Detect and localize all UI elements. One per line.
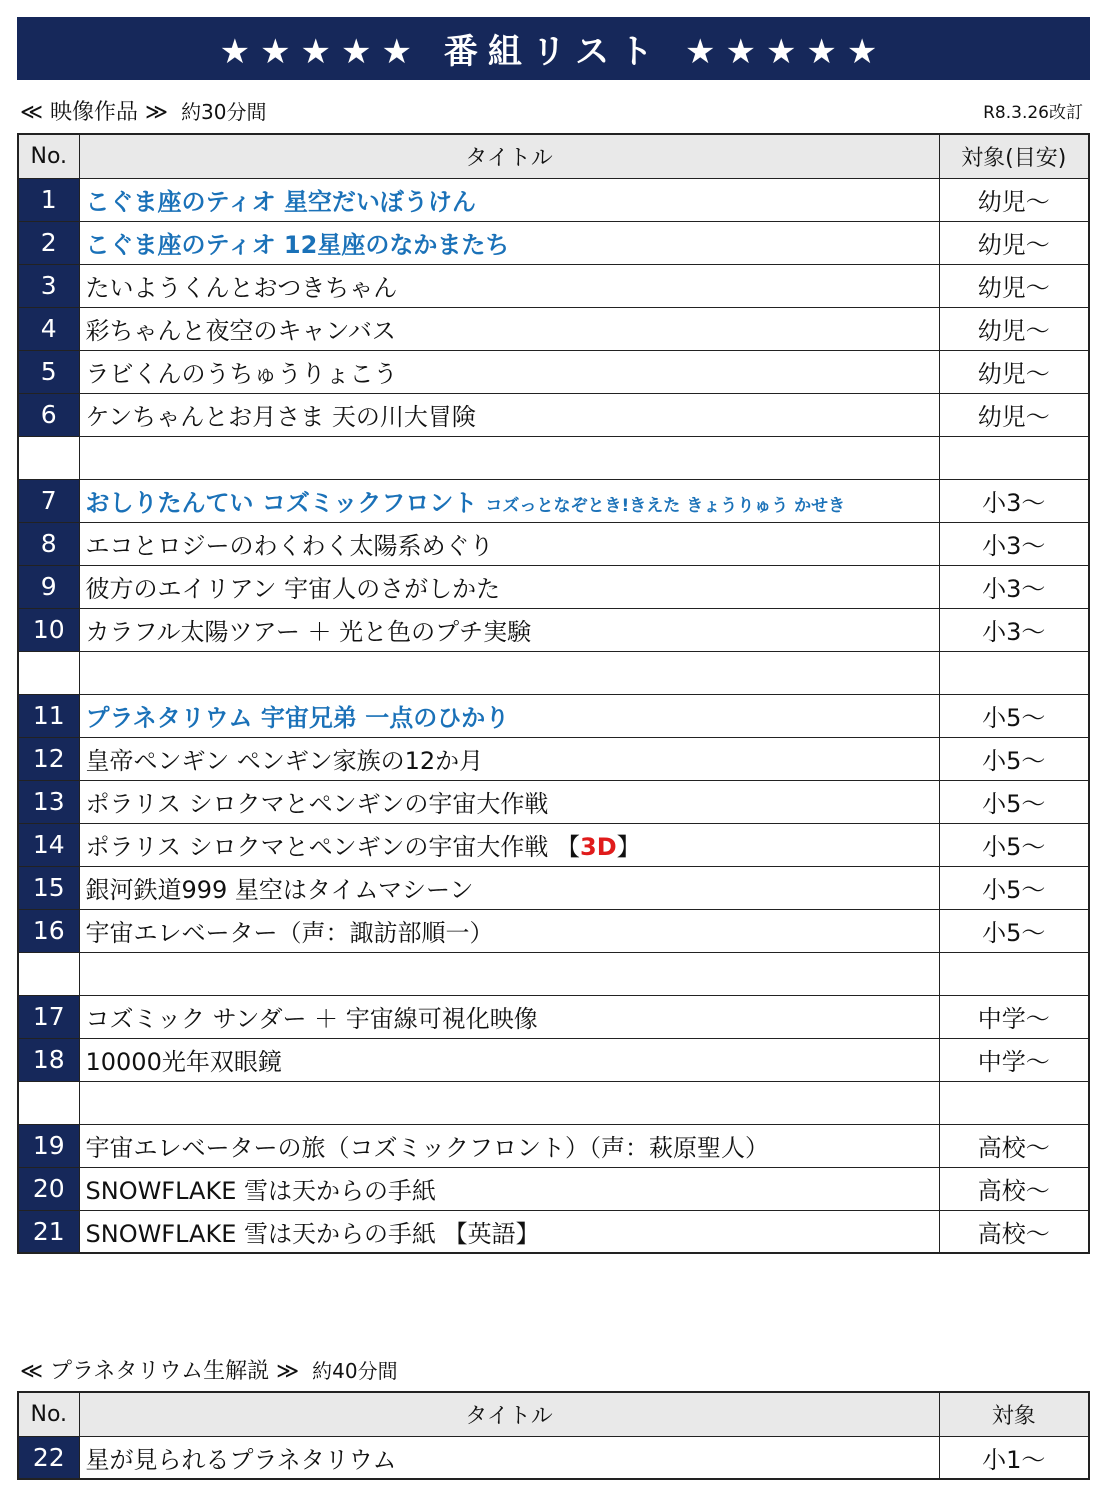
row-number: 5 xyxy=(18,350,79,393)
row-title xyxy=(79,1081,939,1124)
table-row xyxy=(18,866,1089,909)
table-row xyxy=(18,264,1089,307)
row-number: 3 xyxy=(18,264,79,307)
row-title xyxy=(79,393,939,436)
row-title xyxy=(79,737,939,780)
row-target xyxy=(939,651,1089,694)
table-header-row xyxy=(18,1392,1089,1436)
title-text: 星が見られるプラネタリウム xyxy=(85,1445,397,1474)
row-title xyxy=(79,565,939,608)
title-text: コズミック サンダー ＋ 宇宙線可視化映像 xyxy=(85,1005,538,1033)
row-number: 20 xyxy=(18,1167,79,1210)
row-number xyxy=(18,436,79,479)
table-row xyxy=(18,350,1089,393)
table-row xyxy=(18,1167,1089,1210)
title-text: SNOWFLAKE 雪は天からの手紙 xyxy=(85,1177,436,1205)
title-text: ラビくんのうちゅうりょこう xyxy=(85,360,398,388)
row-number: 14 xyxy=(18,823,79,866)
row-number xyxy=(18,651,79,694)
title-text: たいようくんとおつきちゃん xyxy=(85,274,398,302)
row-title xyxy=(79,952,939,995)
row-number: 1 xyxy=(18,178,79,221)
row-title xyxy=(79,1124,939,1167)
row-title xyxy=(79,264,939,307)
row-title xyxy=(79,780,939,823)
row-title xyxy=(79,178,939,221)
row-title xyxy=(79,436,939,479)
table-row xyxy=(18,522,1089,565)
table-row xyxy=(18,479,1089,522)
row-title xyxy=(79,608,939,651)
banner-title: ★★★★★ 番組リスト ★★★★★ xyxy=(17,17,1090,80)
blank-row xyxy=(18,952,1089,995)
blank-row xyxy=(18,1081,1089,1124)
table-row xyxy=(18,393,1089,436)
row-number: 18 xyxy=(18,1038,79,1081)
title-text: カラフル太陽ツアー ＋ 光と色のプチ実験 xyxy=(85,618,532,646)
title-bracket: 】 xyxy=(616,833,641,861)
table-row xyxy=(18,737,1089,780)
table-row xyxy=(18,178,1089,221)
row-target: 小5～ xyxy=(939,737,1089,780)
row-target: 小5～ xyxy=(939,780,1089,823)
table-row xyxy=(18,1124,1089,1167)
row-target: 幼児～ xyxy=(939,178,1089,221)
row-title xyxy=(79,694,939,737)
row-target xyxy=(939,1081,1089,1124)
row-target: 小3～ xyxy=(939,479,1089,522)
table-row xyxy=(18,1436,1089,1479)
row-target: 小5～ xyxy=(939,866,1089,909)
row-target: 小1～ xyxy=(939,1436,1089,1479)
table-row xyxy=(18,608,1089,651)
row-number: 17 xyxy=(18,995,79,1038)
row-number: 12 xyxy=(18,737,79,780)
title-text: ポラリス シロクマとペンギンの宇宙大作戦 【 xyxy=(85,833,581,861)
header-title: タイトル xyxy=(79,1392,939,1436)
row-title xyxy=(79,909,939,952)
blank-row xyxy=(18,651,1089,694)
title-text: こぐま座のティオ 星空だいぼうけん xyxy=(85,188,476,216)
row-title xyxy=(79,221,939,264)
title-text: エコとロジーのわくわく太陽系めぐり xyxy=(85,532,494,560)
title-text: 彩ちゃんと夜空のキャンバス xyxy=(85,317,396,345)
row-number: 16 xyxy=(18,909,79,952)
row-title xyxy=(79,479,939,522)
table-row xyxy=(18,307,1089,350)
row-target: 高校～ xyxy=(939,1210,1089,1253)
table-row xyxy=(18,995,1089,1038)
row-title xyxy=(79,866,939,909)
row-number: 8 xyxy=(18,522,79,565)
row-number: 19 xyxy=(18,1124,79,1167)
row-number: 11 xyxy=(18,694,79,737)
row-number: 13 xyxy=(18,780,79,823)
row-title xyxy=(79,651,939,694)
title-text: 銀河鉄道999 星空はタイムマシーン xyxy=(85,876,474,904)
header-target: 対象(目安) xyxy=(939,134,1089,178)
row-target: 中学～ xyxy=(939,995,1089,1038)
row-target: 高校～ xyxy=(939,1124,1089,1167)
row-number: 6 xyxy=(18,393,79,436)
row-title xyxy=(79,995,939,1038)
row-target: 小5～ xyxy=(939,823,1089,866)
row-target: 幼児～ xyxy=(939,264,1089,307)
row-number: 22 xyxy=(18,1436,79,1479)
section-duration: 約30分間 xyxy=(181,100,267,124)
row-target: 小3～ xyxy=(939,522,1089,565)
row-title xyxy=(79,307,939,350)
title-text: ポラリス シロクマとペンギンの宇宙大作戦 xyxy=(85,790,549,818)
table-row xyxy=(18,823,1089,866)
row-title xyxy=(79,823,939,866)
video-program-table xyxy=(17,133,1090,1254)
table-row xyxy=(18,1038,1089,1081)
section-header-live xyxy=(20,1354,398,1385)
title-text: SNOWFLAKE 雪は天からの手紙 【英語】 xyxy=(85,1219,540,1248)
row-target: 幼児～ xyxy=(939,307,1089,350)
title-text: ケンちゃんとお月さま 天の川大冒険 xyxy=(85,403,476,431)
row-target: 幼児～ xyxy=(939,221,1089,264)
blank-row xyxy=(18,436,1089,479)
table-row xyxy=(18,909,1089,952)
row-number: 10 xyxy=(18,608,79,651)
section-name: ≪ プラネタリウム生解説 ≫ xyxy=(20,1359,300,1384)
table-row xyxy=(18,1210,1089,1253)
table-header-row xyxy=(18,134,1089,178)
row-number: 4 xyxy=(18,307,79,350)
header-no: No. xyxy=(18,1392,79,1436)
row-target: 幼児～ xyxy=(939,350,1089,393)
row-number: 21 xyxy=(18,1210,79,1253)
revision-date: R8.3.26改訂 xyxy=(983,103,1083,123)
table-row xyxy=(18,221,1089,264)
live-program-table xyxy=(17,1391,1090,1480)
row-number: 2 xyxy=(18,221,79,264)
title-text: 皇帝ペンギン ペンギン家族の12か月 xyxy=(85,747,484,775)
row-title xyxy=(79,1038,939,1081)
title-subtitle: コズっとなぞとき!きえた きょうりゅう かせき xyxy=(485,496,846,516)
row-target: 高校～ xyxy=(939,1167,1089,1210)
row-target: 小3～ xyxy=(939,565,1089,608)
header-no: No. xyxy=(18,134,79,178)
row-target: 小5～ xyxy=(939,909,1089,952)
row-target: 小5～ xyxy=(939,694,1089,737)
header-title: タイトル xyxy=(79,134,939,178)
section-duration: 約40分間 xyxy=(312,1359,398,1383)
title-text: 10000光年双眼鏡 xyxy=(85,1048,282,1076)
table-row xyxy=(18,694,1089,737)
row-title xyxy=(79,522,939,565)
row-title xyxy=(79,1210,939,1253)
title-text: こぐま座のティオ 12星座のなかまたち xyxy=(85,231,510,259)
row-target: 幼児～ xyxy=(939,393,1089,436)
row-title xyxy=(79,350,939,393)
title-text: プラネタリウム 宇宙兄弟 一点のひかり xyxy=(85,704,510,732)
section-header-video xyxy=(20,95,267,126)
header-target: 対象 xyxy=(939,1392,1089,1436)
title-text: 宇宙エレベーター（声：諏訪部順一） xyxy=(85,919,494,947)
table-row xyxy=(18,780,1089,823)
row-number xyxy=(18,952,79,995)
row-number xyxy=(18,1081,79,1124)
title-text: 彼方のエイリアン 宇宙人のさがしかた xyxy=(85,575,501,603)
row-title xyxy=(79,1436,939,1479)
row-number: 7 xyxy=(18,479,79,522)
row-target xyxy=(939,436,1089,479)
table-row xyxy=(18,565,1089,608)
section-name: ≪ 映像作品 ≫ xyxy=(20,100,169,125)
title-text: 宇宙エレベーターの旅（コズミックフロント）（声：萩原聖人） xyxy=(85,1134,770,1162)
row-number: 15 xyxy=(18,866,79,909)
title-3d-tag: 3D xyxy=(580,833,617,861)
row-target xyxy=(939,952,1089,995)
row-title xyxy=(79,1167,939,1210)
row-target: 中学～ xyxy=(939,1038,1089,1081)
row-number: 9 xyxy=(18,565,79,608)
row-target: 小3～ xyxy=(939,608,1089,651)
title-text: おしりたんてい コズミックフロント xyxy=(85,489,478,517)
